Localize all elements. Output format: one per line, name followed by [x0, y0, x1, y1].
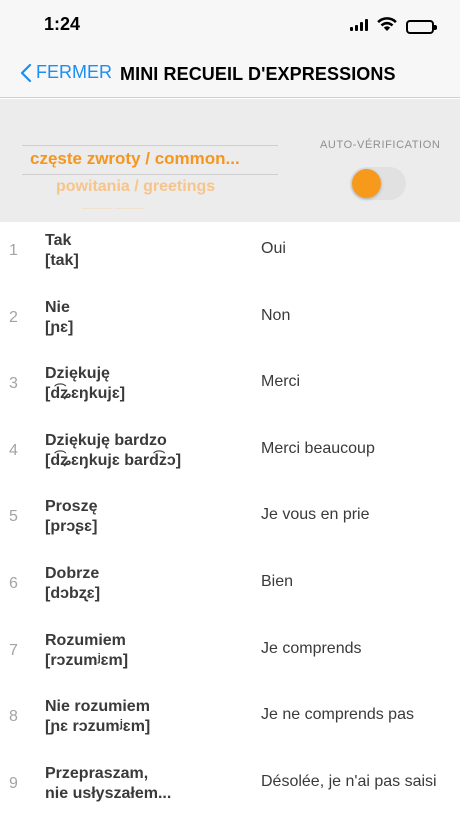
french-translation: Merci beaucoup [261, 439, 375, 457]
phrase-number: 8 [9, 708, 18, 726]
status-time: 1:24 [44, 14, 81, 34]
auto-check-label: AUTO-VÉRIFICATION [320, 139, 441, 151]
polish-text: Proszę [45, 498, 98, 516]
polish-text: Dziękuję bardzo [45, 431, 167, 449]
polish-phrase [45, 631, 128, 671]
phrase-number: 5 [9, 508, 18, 526]
phonetic-text: [ɲɛ rɔzumʲɛm] [45, 718, 151, 736]
polish-text: Rozumiem [45, 631, 126, 649]
phrase-number: 9 [9, 774, 18, 792]
polish-phrase [45, 231, 79, 271]
chevron-left-icon [20, 64, 32, 82]
phrase-row[interactable] [0, 422, 460, 489]
close-button-label: FERMER [36, 62, 112, 82]
close-button[interactable] [20, 62, 112, 83]
auto-check-toggle[interactable] [350, 167, 406, 200]
french-translation: Oui [261, 240, 286, 257]
phrase-number: 4 [9, 441, 18, 459]
polish-phrase [45, 364, 125, 404]
phrase-row[interactable] [0, 289, 460, 356]
status-icons [350, 16, 434, 37]
battery-icon [406, 20, 434, 34]
french-translation: Merci [261, 373, 301, 391]
toggle-knob [352, 169, 381, 198]
polish-text: Tak [45, 232, 72, 249]
phonetic-text: [tak] [45, 252, 79, 269]
polish-text: Nie [45, 298, 70, 316]
phrase-row[interactable] [0, 488, 460, 555]
picker-selected-option[interactable]: częste zwroty / common... [30, 149, 240, 168]
phrase-number: 1 [9, 242, 18, 259]
polish-phrase [45, 564, 100, 604]
french-translation: Je ne comprends pas [261, 706, 414, 724]
phrase-row[interactable] [0, 555, 460, 622]
polish-text: Nie rozumiem [45, 698, 150, 716]
french-translation: Désolée, je n'ai pas saisi [261, 772, 437, 790]
phrase-row[interactable] [0, 755, 460, 818]
picker-option-faint: ——— ——— [82, 203, 145, 214]
polish-phrase [45, 764, 171, 804]
category-picker[interactable] [22, 141, 278, 214]
settings-panel [0, 99, 460, 222]
phonetic-text: [rɔzumʲɛm] [45, 651, 129, 669]
polish-phrase [45, 298, 73, 338]
polish-text: Dziękuję [45, 365, 110, 383]
phonetic-text: [prɔʂɛ] [45, 518, 98, 536]
phonetic-text: [dɔbʐɛ] [45, 584, 101, 602]
phrase-number: 2 [9, 308, 18, 326]
signal-icon [350, 18, 368, 36]
polish-phrase [45, 497, 97, 537]
polish-phrase [45, 431, 181, 471]
french-translation: Je vous en prie [261, 506, 370, 524]
phonetic-text: [ɲɛ] [45, 318, 74, 336]
french-translation: Non [261, 306, 291, 324]
phrase-number: 3 [9, 375, 18, 393]
phrase-row[interactable] [0, 355, 460, 422]
phrase-row[interactable] [0, 688, 460, 755]
phrase-row[interactable] [0, 622, 460, 689]
french-translation: Je comprends [261, 639, 362, 657]
french-translation: Bien [261, 572, 294, 590]
picker-option[interactable]: powitania / greetings [56, 178, 216, 195]
polish-phrase [45, 697, 150, 737]
picker-divider-top [22, 145, 278, 146]
status-bar [0, 0, 460, 50]
page-title: MINI RECUEIL D'EXPRESSIONS [120, 64, 396, 84]
phrase-number: 6 [9, 574, 18, 592]
phonetic-text: [d͡ʑɛŋkujɛ] [45, 385, 126, 403]
polish-text-continued: nie usłyszałem... [45, 784, 172, 802]
polish-text: Przepraszam, [45, 764, 149, 782]
phrase-number: 7 [9, 641, 18, 659]
navigation-bar [0, 50, 460, 98]
phrase-row[interactable] [0, 222, 460, 289]
wifi-icon [376, 16, 398, 37]
phonetic-text: [d͡ʑɛŋkujɛ bard͡zɔ] [45, 451, 182, 469]
picker-divider-bottom [22, 174, 278, 175]
phrase-list [0, 222, 460, 818]
polish-text: Dobrze [45, 564, 100, 582]
